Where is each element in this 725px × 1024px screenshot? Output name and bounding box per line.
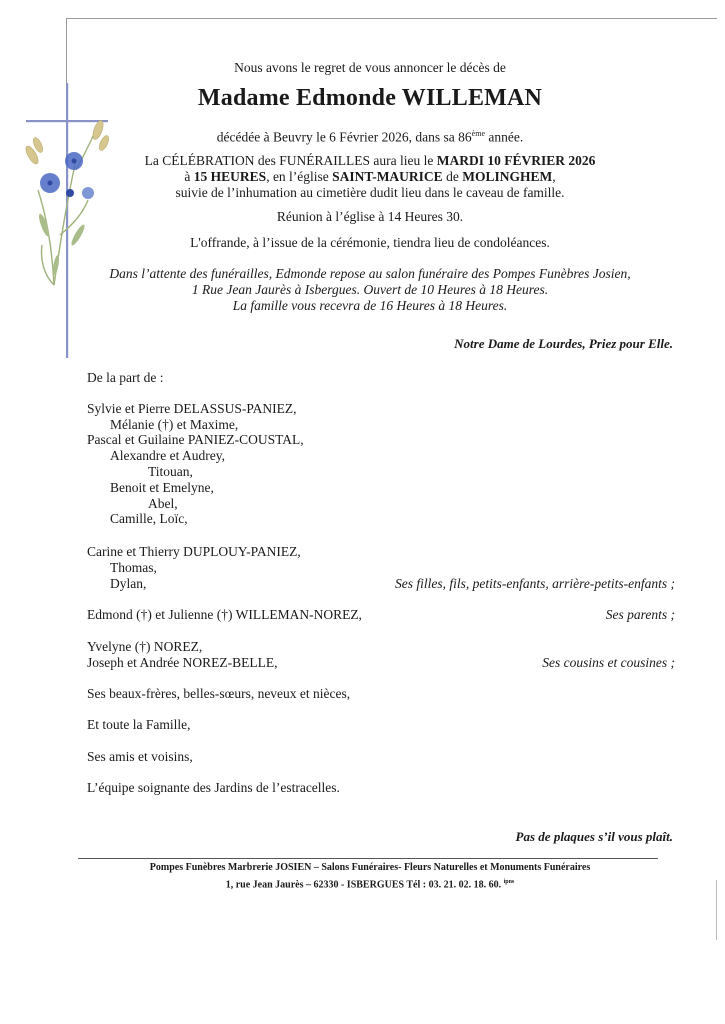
friends-line: Ses amis et voisins, bbox=[87, 749, 193, 764]
footer-line-2: 1, rue Jean Jaurès – 62330 - ISBERGUES Tél : 03. 21. 02. 18. 60. $^{ipns}$ bbox=[225, 879, 515, 891]
frame-top-border bbox=[66, 18, 717, 19]
deceased-name: Madame Edmonde WILLEMAN bbox=[197, 85, 543, 111]
prayer-text: Notre Dame de Lourdes, Priez pour Elle. bbox=[454, 336, 673, 351]
parents-line: Edmond (†) et Julienne (†) WILLEMAN-NOREZ, bbox=[87, 607, 362, 622]
care-team-line: L’équipe soignante des Jardins de l’estracelles. bbox=[87, 780, 340, 795]
family-member: Mélanie (†) et Maxime, bbox=[110, 417, 239, 432]
family-member: Thomas, bbox=[110, 560, 157, 575]
family-intro: De la part de : bbox=[87, 370, 164, 385]
death-line: décédée à Beuvry le 6 Février 2026, dans sa 86ème année. bbox=[216, 129, 524, 145]
relation-cousins: Ses cousins et cousines ; bbox=[542, 655, 675, 670]
family-member: Benoit et Emelyne, bbox=[110, 480, 214, 495]
wake-line-3: La famille vous recevra de 16 Heures à 18 Heures. bbox=[232, 298, 508, 313]
family-member: Pascal et Guilaine PANIEZ-COUSTAL, bbox=[87, 432, 304, 447]
family-member: Titouan, bbox=[148, 464, 193, 479]
wake-line-2: 1 Rue Jean Jaurès à Isbergues. Ouvert de 10 Heures à 18 Heures. bbox=[191, 282, 549, 297]
family-member: Abel, bbox=[148, 496, 178, 511]
family-member: Camille, Loïc, bbox=[110, 511, 188, 526]
footer-line-1: Pompes Funèbres Marbrerie JOSIEN – Salons Funéraires- Fleurs Naturelles et Monuments Funéraires bbox=[149, 862, 591, 873]
cousin-line: Joseph et Andrée NOREZ-BELLE, bbox=[87, 655, 278, 670]
family-member: Carine et Thierry DUPLOUY-PANIEZ, bbox=[87, 544, 301, 559]
ceremony-line-1: La CÉLÉBRATION des FUNÉRAILLES aura lieu le MARDI 10 FÉVRIER 2026 bbox=[144, 153, 596, 168]
relation-parents: Ses parents ; bbox=[605, 607, 675, 622]
inlaws-line: Ses beaux-frères, belles-sœurs, neveux et nièces, bbox=[87, 686, 351, 701]
wake-line-1: Dans l’attente des funérailles, Edmonde repose au salon funéraire des Pompes Funèbres Josien, bbox=[109, 266, 631, 281]
cousin-line: Yvelyne (†) NOREZ, bbox=[87, 639, 203, 654]
ceremony-line-3: suivie de l’inhumation au cimetière dudit lieu dans le caveau de famille. bbox=[175, 185, 565, 200]
footer-divider bbox=[78, 858, 658, 859]
ceremony-line-2: à 15 HEURES, en l’église SAINT-MAURICE de MOLINGHEM, bbox=[184, 169, 556, 184]
all-family-line: Et toute la Famille, bbox=[87, 717, 191, 732]
meeting-time: Réunion à l’église à 14 Heures 30. bbox=[276, 209, 464, 224]
intro-text: Nous avons le regret de vous annoncer le décès de bbox=[234, 60, 506, 75]
family-member: Dylan, bbox=[110, 576, 147, 591]
family-member: Alexandre et Audrey, bbox=[110, 448, 225, 463]
offering-text: L'offrande, à l’issue de la cérémonie, tiendra lieu de condoléances. bbox=[190, 235, 550, 250]
relation-children: Ses filles, fils, petits-enfants, arrière-petits-enfants ; bbox=[395, 576, 675, 591]
family-member: Sylvie et Pierre DELASSUS-PANIEZ, bbox=[87, 401, 297, 416]
no-plaques-text: Pas de plaques s’il vous plaît. bbox=[515, 829, 673, 844]
page-edge-mark bbox=[716, 880, 717, 940]
